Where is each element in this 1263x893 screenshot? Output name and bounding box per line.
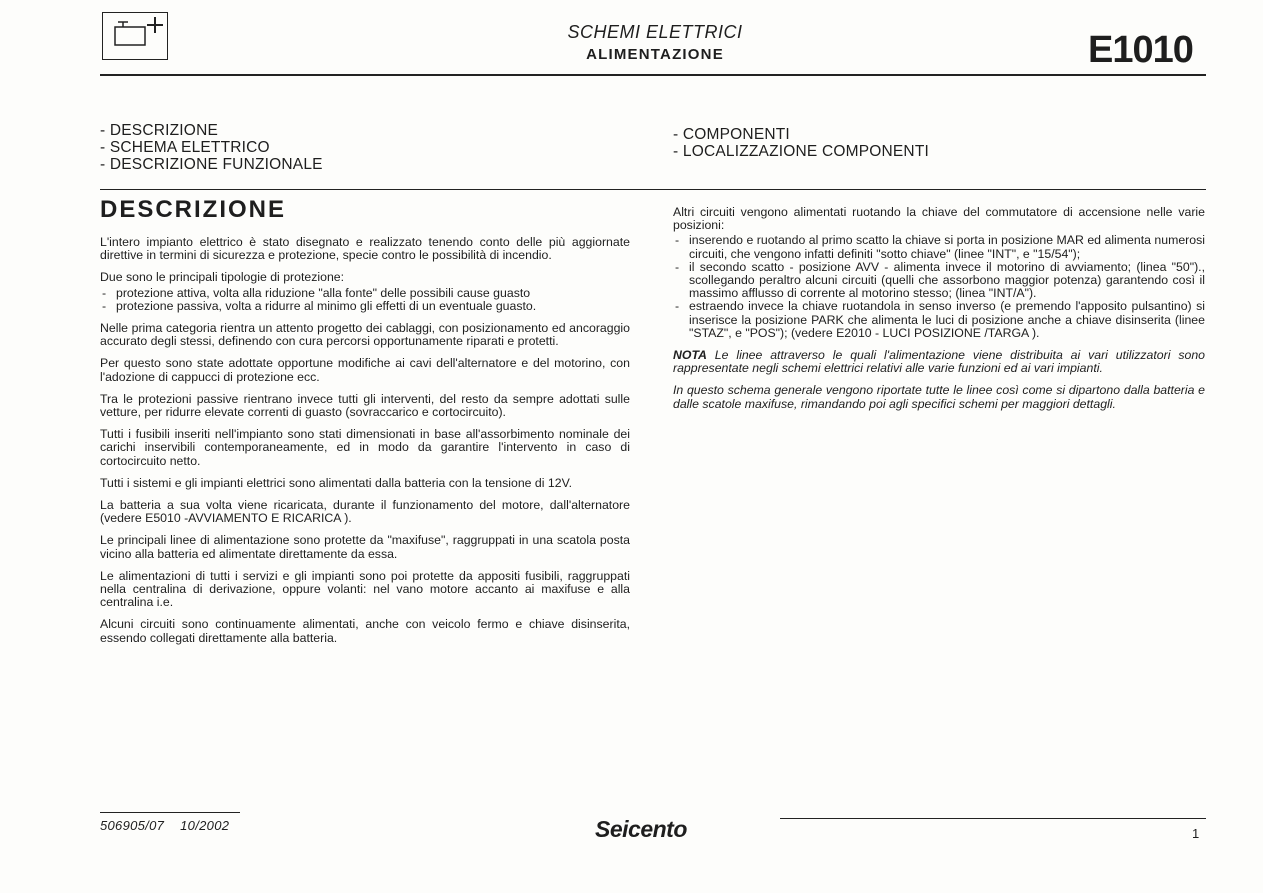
left-column <box>100 236 630 654</box>
paragraph: Le alimentazioni di tutti i servizi e gli impianti sono poi protette da appositi fusibili, raggruppati nella centralina di derivazione, oppure volanti: nel vano motore accanto ai maxifuse e alla centralina i.e. <box>100 568 630 610</box>
toc-item-componenti[interactable]: - COMPONENTI <box>673 126 790 143</box>
footer-rule-right <box>780 818 1206 819</box>
paragraph: La batteria a sua volta viene ricaricata, durante il funzionamento del motore, dall'alternatore (vedere E5010 -AVVIAMENTO E RICARICA ). <box>100 498 630 526</box>
page-number: 1 <box>1192 826 1200 841</box>
section-code: E1010 <box>1088 29 1193 71</box>
document-subtitle: ALIMENTAZIONE <box>586 46 724 63</box>
paragraph: Tra le protezioni passive rientrano invece tutti gli interventi, del resto da sempre adottati sulle vetture, per ridurre elevate correnti di guasto (sovraccarico e cortocircuito). <box>100 391 630 420</box>
paragraph: Tutti i sistemi e gli impianti elettrici sono alimentati dalla batteria con la tensione di 12V. <box>100 475 573 490</box>
right-column <box>673 206 1205 420</box>
paragraph: Due sono le principali tipologie di protezione: <box>100 270 345 285</box>
toc-left <box>100 122 323 173</box>
note-paragraph-2: In questo schema generale vengono riportate tutte le linee così come si dipartono dalla batteria e dalle scatole maxifuse, rimandando poi agli specifici schemi per maggiori dettagli. <box>673 383 1205 411</box>
header-title-block <box>520 22 790 63</box>
paragraph: Alcuni circuiti sono continuamente alimentati, anche con veicolo fermo e chiave disinserita, essendo collegati direttamente alla batteria. <box>100 617 630 645</box>
toc-right <box>673 126 929 160</box>
brand-logo: Seicento <box>595 816 687 842</box>
footer-rule-left <box>100 812 240 813</box>
paragraph: Le principali linee di alimentazione sono protette da "maxifuse", raggruppati in una scatola posta vicino alla batteria ed alimentate direttamente da essa. <box>100 533 630 561</box>
toc-rule <box>100 189 1206 190</box>
paragraph: Altri circuiti vengono alimentati ruotando la chiave del commutatore di accensione nelle varie posizioni: <box>673 205 1205 233</box>
paragraph: Tutti i fusibili inseriti nell'impianto sono stati dimensionati in base all'assorbimento nominale dei carichi inservibili contemporaneamente, ed in modo da garantire l'intervento in caso di cortocircuito netto. <box>100 427 630 468</box>
toc-item-schema-elettrico[interactable]: - SCHEMA ELETTRICO <box>100 139 270 156</box>
key-positions-list <box>673 234 1205 340</box>
paragraph: L'intero impianto elettrico è stato disegnato e realizzato tenendo conto delle più aggiornate direttive in termini di sicurezza e protezione, specie contro le possibilità di incendio. <box>100 235 630 263</box>
toc-item-localizzazione-componenti[interactable]: - LOCALIZZAZIONE COMPONENTI <box>673 143 930 160</box>
list-item: - protezione attiva, volta alla riduzione "alla fonte" delle possibili cause guasto <box>100 287 630 300</box>
doc-number: 506905/07 <box>100 818 165 833</box>
footer-doc-info <box>100 818 229 833</box>
note-label: NOTA <box>673 348 707 363</box>
note-paragraph <box>673 349 1205 375</box>
paragraph: Nelle prima categoria rientra un attento progetto dei cablaggi, con posizionamento ed ancoraggio accurato degli stessi, definendo con cura percorsi opportunamente riparati e protetti. <box>100 321 630 349</box>
note-text: Le linee attraverso le quali l'alimentazione viene distribuita ai vari utilizzatori sono rappresentate negli schemi elettrici relativi alle varie funzioni ed ai vari impianti. <box>673 348 1205 376</box>
battery-icon <box>102 12 168 60</box>
doc-date: 10/2002 <box>180 818 230 833</box>
toc-item-descrizione[interactable]: - DESCRIZIONE <box>100 122 218 139</box>
list-item: - il secondo scatto - posizione AVV - alimenta invece il motorino di avviamento; (linea "50")., scollegando peraltro alcuni circuiti (quelli che assorbono maggior potenza) garantendo così il massimo afflusso di corrente al motorino stesso; (linea "INT/A"). <box>673 261 1205 301</box>
section-title: DESCRIZIONE <box>100 196 287 223</box>
paragraph: Per questo sono state adottate opportune modifiche ai cavi dell'alternatore e del motorino, con l'adozione di cappucci di protezione ecc. <box>100 356 630 384</box>
document-title: SCHEMI ELETTRICI <box>567 22 743 42</box>
list-item: - estraendo invece la chiave ruotandola in senso inverso (e premendo l'apposito pulsantino) si inserisce la posizione PARK che alimenta le luci di posizione anche a chiave disinserita (linee "STAZ", e "POS"); (vedere E2010 - LUCI POSIZIONE /TARGA ). <box>673 300 1205 340</box>
toc-item-descrizione-funzionale[interactable]: - DESCRIZIONE FUNZIONALE <box>100 156 323 173</box>
battery-symbol <box>103 13 169 61</box>
header-rule <box>100 74 1206 76</box>
list-item: - protezione passiva, volta a ridurre al minimo gli effetti di un eventuale guasto. <box>100 300 630 313</box>
protection-list <box>100 287 630 313</box>
list-item: - inserendo e ruotando al primo scatto la chiave si porta in posizione MAR ed alimenta numerosi circuiti, che vengono infatti definiti "sotto chiave" (linee "INT", e "15/54"); <box>673 234 1205 260</box>
